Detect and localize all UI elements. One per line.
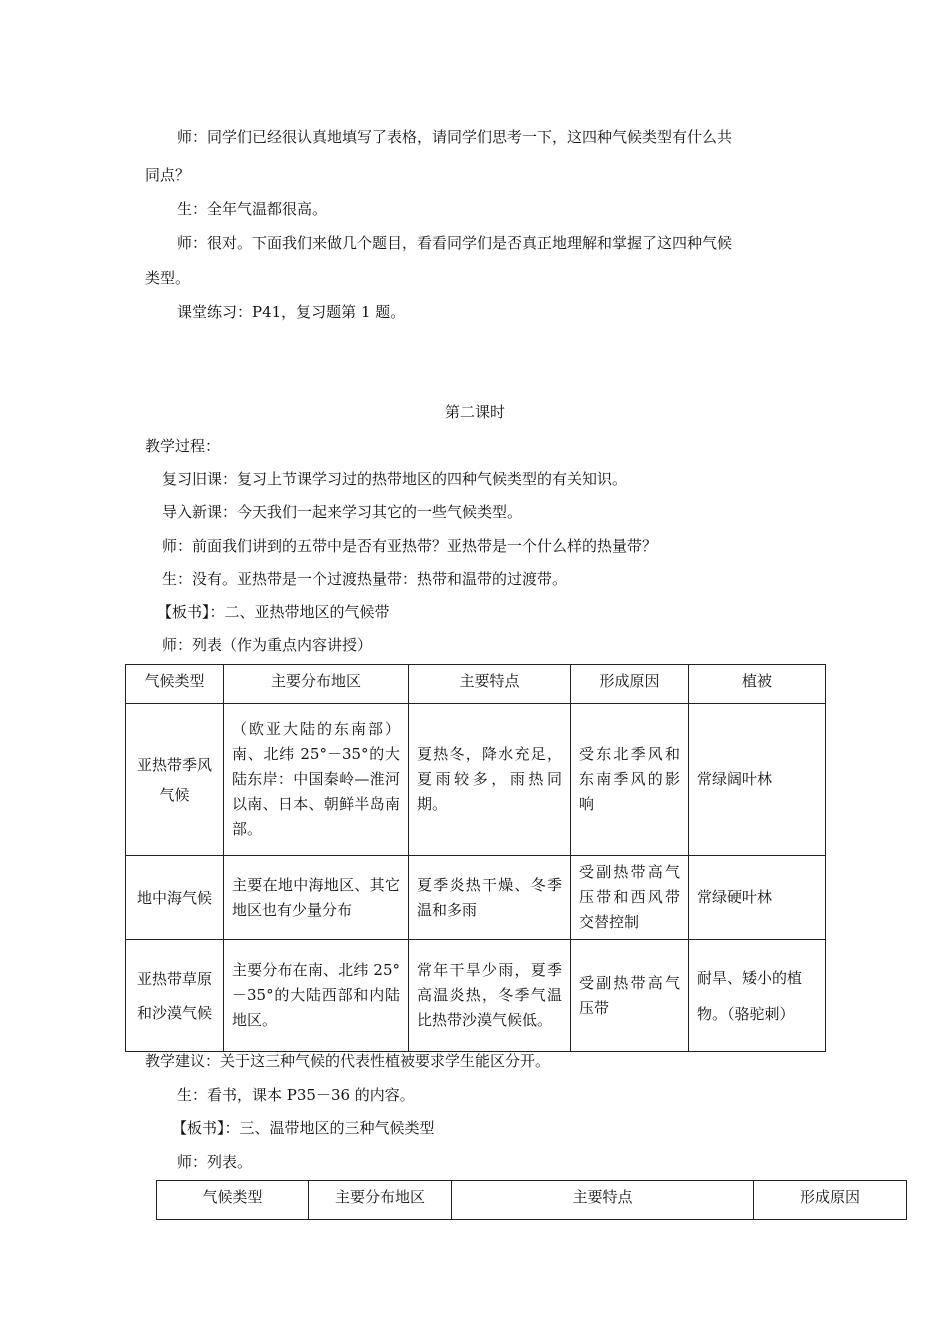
table-cell: 亚热带草原和沙漠气候 bbox=[126, 940, 224, 1052]
table-cell: 常年干旱少雨，夏季高温炎热，冬季气温比热带沙漠气候低。 bbox=[409, 940, 571, 1052]
table-cell: 主要在地中海地区、其它地区也有少量分布 bbox=[224, 856, 409, 940]
header-cell: 形成原因 bbox=[754, 1181, 907, 1220]
paragraph-line: 师：很对。下面我们来做几个题目，看看同学们是否真正地理解和掌握了这四种气候 bbox=[177, 234, 733, 252]
table-cell: 夏季炎热干燥、冬季温和多雨 bbox=[409, 856, 571, 940]
paragraph-line: 师：列表。 bbox=[177, 1153, 253, 1171]
table-cell: 亚热带季风气候 bbox=[126, 704, 224, 856]
table-row bbox=[126, 704, 826, 856]
table-cell: 受东北季风和东南季风的影响 bbox=[571, 704, 689, 856]
header-cell: 主要特点 bbox=[409, 665, 571, 704]
paragraph-line: 师：同学们已经很认真地填写了表格，请同学们思考一下，这四种气候类型有什么共 bbox=[177, 128, 733, 146]
header-cell: 主要分布地区 bbox=[309, 1181, 452, 1220]
section-title: 第二课时 bbox=[444, 403, 505, 421]
table-cell: 受副热带高气压带和西风带交替控制 bbox=[571, 856, 689, 940]
paragraph-line: 导入新课：今天我们一起来学习其它的一些气候类型。 bbox=[162, 503, 523, 521]
table-row bbox=[126, 940, 826, 1052]
paragraph-line: 复习旧课：复习上节课学习过的热带地区的四种气候类型的有关知识。 bbox=[162, 470, 628, 488]
paragraph-line: 教学建议：关于这三种气候的代表性植被要求学生能区分开。 bbox=[145, 1052, 551, 1070]
temperate-climate-table bbox=[156, 1180, 907, 1220]
table-cell: 常绿硬叶林 bbox=[689, 856, 826, 940]
header-cell: 主要特点 bbox=[452, 1181, 754, 1220]
board-heading: 【板书】：二、亚热带地区的气候带 bbox=[157, 603, 390, 621]
header-cell: 主要分布地区 bbox=[224, 665, 409, 704]
table-header-row bbox=[157, 1181, 907, 1220]
table-header-row bbox=[126, 665, 826, 704]
paragraph-line: 课堂练习：P41，复习题第 1 题。 bbox=[177, 303, 406, 321]
header-cell: 植被 bbox=[689, 665, 826, 704]
table-cell: 夏热冬，降水充足，夏雨较多，雨热同期。 bbox=[409, 704, 571, 856]
header-cell: 气候类型 bbox=[126, 665, 224, 704]
table-cell: 主要分布在南、北纬 25°－35°的大陆西部和内陆地区。 bbox=[224, 940, 409, 1052]
paragraph-line: 生：没有。亚热带是一个过渡热量带：热带和温带的过渡带。 bbox=[162, 570, 568, 588]
table-cell: （欧亚大陆的东南部）南、北纬 25°－35°的大陆东岸：中国秦岭—淮河以南、日本、朝鲜半岛南部。 bbox=[224, 704, 409, 856]
table-row bbox=[126, 856, 826, 940]
table-cell: 地中海气候 bbox=[126, 856, 224, 940]
paragraph-line: 师：列表（作为重点内容讲授） bbox=[162, 636, 373, 654]
board-heading: 【板书】：三、温带地区的三种气候类型 bbox=[172, 1119, 435, 1137]
paragraph-line: 教学过程： bbox=[145, 437, 221, 455]
paragraph-line: 同点？ bbox=[145, 166, 191, 184]
paragraph-line: 类型。 bbox=[145, 269, 191, 287]
paragraph-line: 生：全年气温都很高。 bbox=[177, 200, 328, 218]
subtropical-climate-table bbox=[125, 664, 826, 1052]
table-cell: 耐旱、矮小的植物。（骆驼刺） bbox=[689, 940, 826, 1052]
header-cell: 形成原因 bbox=[571, 665, 689, 704]
paragraph-line: 师：前面我们讲到的五带中是否有亚热带？亚热带是一个什么样的热量带？ bbox=[162, 537, 658, 555]
table-cell: 常绿阔叶林 bbox=[689, 704, 826, 856]
paragraph-line: 生：看书，课本 P35－36 的内容。 bbox=[177, 1086, 415, 1104]
header-cell: 气候类型 bbox=[157, 1181, 309, 1220]
table-cell: 受副热带高气压带 bbox=[571, 940, 689, 1052]
